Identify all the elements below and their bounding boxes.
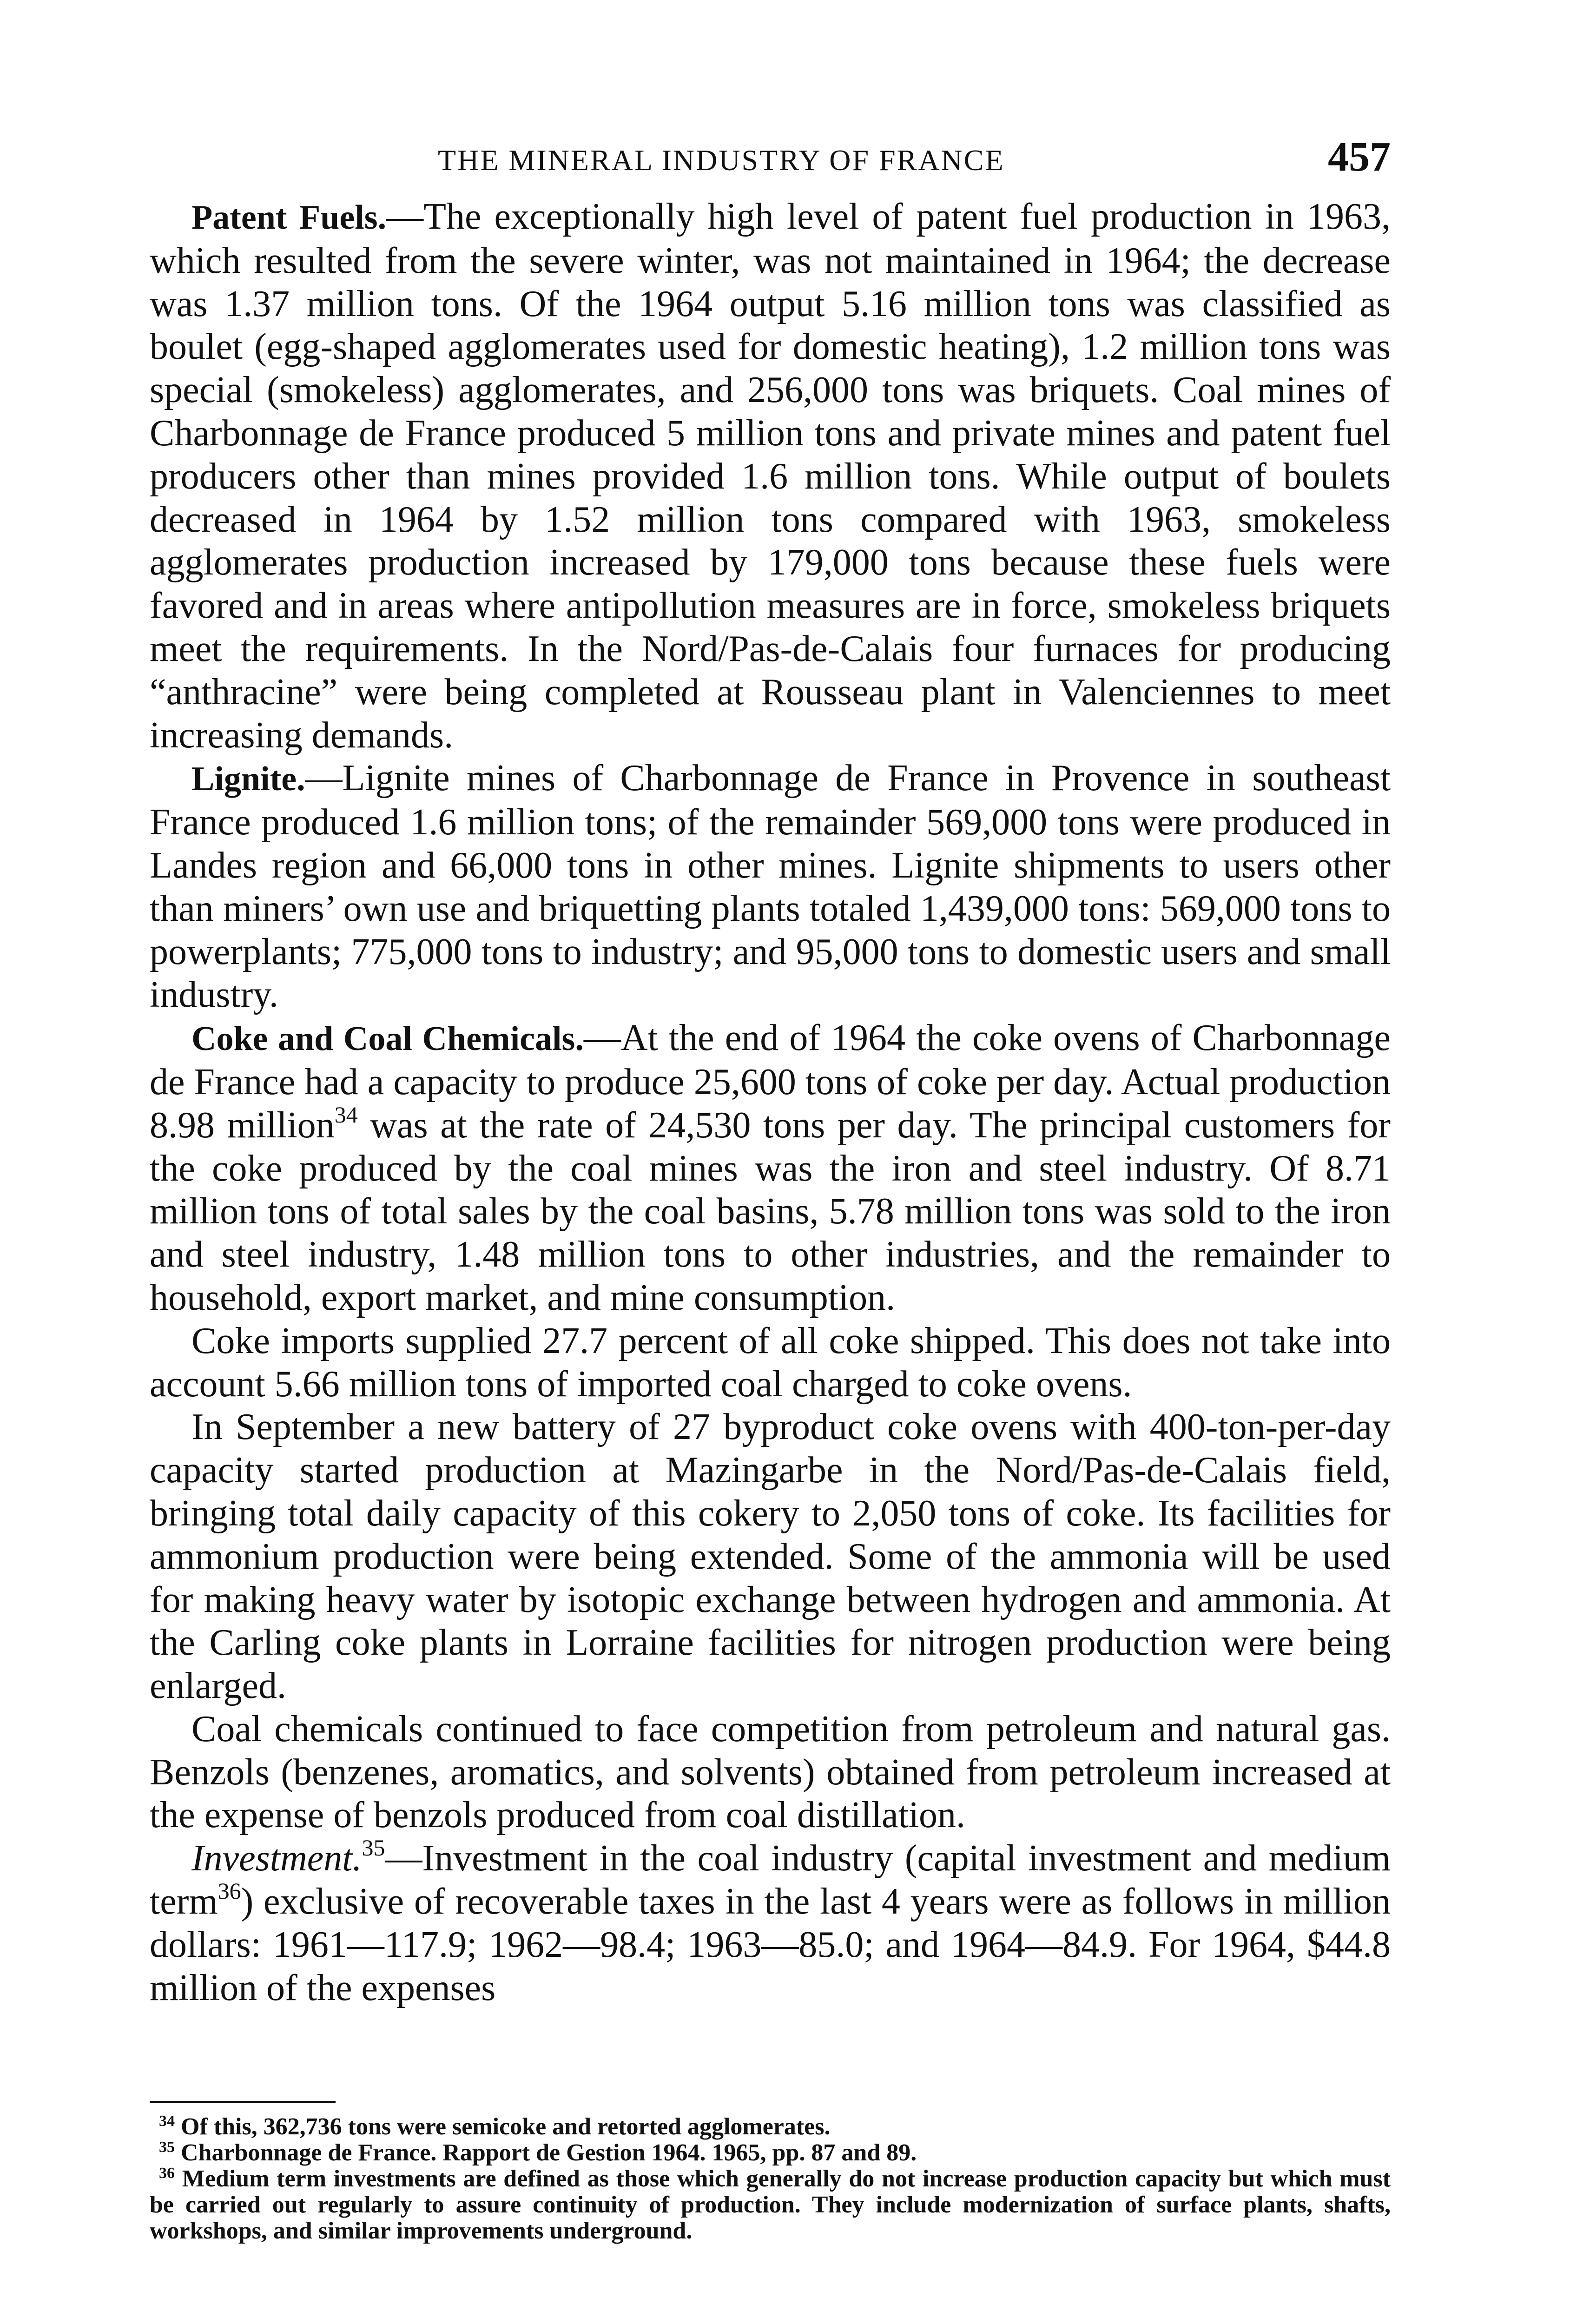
page-header: [150, 134, 1391, 181]
footnote-35: [150, 2140, 1391, 2166]
footnote-text: Of this, 362,736 tons were semicoke and retorted agglomerates.: [181, 2113, 831, 2140]
paragraph-text: —Investment in the coal industry (capital investment and medium term: [150, 1838, 1391, 1922]
body-text: [150, 195, 1391, 2009]
paragraph-text: ) exclusive of recoverable taxes in the last 4 years were as follows in million dollars: 1961—117.9; 1962—98.4; 1963—85.0; and 1964—84.9. For 1964, $44.8 million of the expenses: [150, 1881, 1391, 2008]
section-heading-lignite: Lignite.: [191, 760, 305, 799]
paragraph-text: —The exceptionally high level of patent fuel production in 1963, which resulted from the severe winter, was not maintained in 1964; the decrease was 1.37 million tons. Of the 1964 output 5.16 million tons was classified as boulet (egg-shaped agglomerates used for domestic heating), 1.2 million tons was special (smokeless) agglomerates, and 256,000 tons was briquets. Coal mines of Charbonnage de France produced 5 million tons and private mines and patent fuel producers other than mines provided 1.6 million tons. While output of boulets decreased in 1964 by 1.52 million tons compared with 1963, smokeless agglomerates production increased by 179,000 tons because these fuels were favored and in areas where antipollution measures are in force, smokeless briquets meet the requirements. In the Nord/Pas-de-Calais four furnaces for producing “anthracine” were being completed at Rousseau plant in Valenciennes to meet increasing demands.: [150, 196, 1391, 756]
paragraph-text: —At the end of 1964 the coke ovens of Charbonnage de France had a capacity to produce 25,600 tons of coke per day. Actual production 8.98 million: [150, 1017, 1391, 1146]
footnote-ref-36: 36: [218, 1878, 241, 1904]
paragraph-coke-and-coal-chemicals: [150, 1017, 1391, 1320]
footnote-text: Charbonnage de France. Rapport de Gestion 1964. 1965, pp. 87 and 89.: [181, 2139, 917, 2166]
footnote-34: [150, 2114, 1391, 2140]
page-number: 457: [1328, 134, 1391, 180]
section-heading-investment: Investment.: [191, 1838, 362, 1879]
paragraph-mazingarbe-battery: In September a new battery of 27 byproduct coke ovens with 400-ton-per-day capacity started production at Mazingarbe in the Nord/Pas-de-Calais field, bringing total daily capacity of this cokery to 2,050 tons of coke. Its facilities for ammonium production were being extended. Some of the ammonia will be used for making heavy water by isotopic exchange between hydrogen and ammonia. At the Carling coke plants in Lorraine facilities for nitrogen production were being enlarged.: [150, 1406, 1391, 1707]
footnote-number: 34: [159, 2113, 175, 2130]
footnote-36: [150, 2166, 1391, 2244]
section-heading-patent-fuels: Patent Fuels.: [191, 198, 387, 237]
paragraph-coke-imports: Coke imports supplied 27.7 percent of all coke shipped. This does not take into account 5.66 million tons of imported coal charged to coke ovens.: [150, 1320, 1391, 1405]
paragraph-lignite: [150, 757, 1391, 1017]
section-heading-coke-and-coal-chemicals: Coke and Coal Chemicals.: [191, 1020, 584, 1058]
footnotes: [150, 2114, 1391, 2244]
paragraph-patent-fuels: [150, 195, 1391, 757]
footnote-ref-34: 34: [334, 1101, 358, 1128]
paragraph-investment: [150, 1837, 1391, 2009]
paragraph-text: was at the rate of 24,530 tons per day. The principal customers for the coke produced by the coal mines was the iron and steel industry. Of 8.71 million tons of total sales by the coal basins, 5.78 million tons was sold to the iron and steel industry, 1.48 million tons to other industries, and the remainder to household, export market, and mine consumption.: [150, 1104, 1391, 1318]
footnote-number: 36: [159, 2165, 175, 2182]
paragraph-coal-chemicals: Coal chemicals continued to face competition from petroleum and natural gas. Benzols (benzenes, aromatics, and solvents) obtained from petroleum increased at the expense of benzols produced from coal distillation.: [150, 1708, 1391, 1836]
footnote-ref-35: 35: [362, 1835, 385, 1861]
footnote-divider: [150, 2101, 336, 2103]
paragraph-text: —Lignite mines of Charbonnage de France in Provence in southeast France produced 1.6 million tons; of the remainder 569,000 tons were produced in Landes region and 66,000 tons in other mines. Lignite shipments to users other than miners’ own use and briquetting plants totaled 1,439,000 tons: 569,000 tons to powerplants; 775,000 tons to industry; and 95,000 tons to domestic users and small industry.: [150, 758, 1391, 1016]
running-title: THE MINERAL INDUSTRY OF FRANCE: [438, 144, 1005, 177]
footnote-number: 35: [159, 2139, 175, 2156]
footnote-text: Medium term investments are defined as those which generally do not increase production capacity but which must be carried out regularly to assure continuity of production. They include modernization of surface plants, shafts, workshops, and similar improvements underground.: [150, 2166, 1391, 2244]
